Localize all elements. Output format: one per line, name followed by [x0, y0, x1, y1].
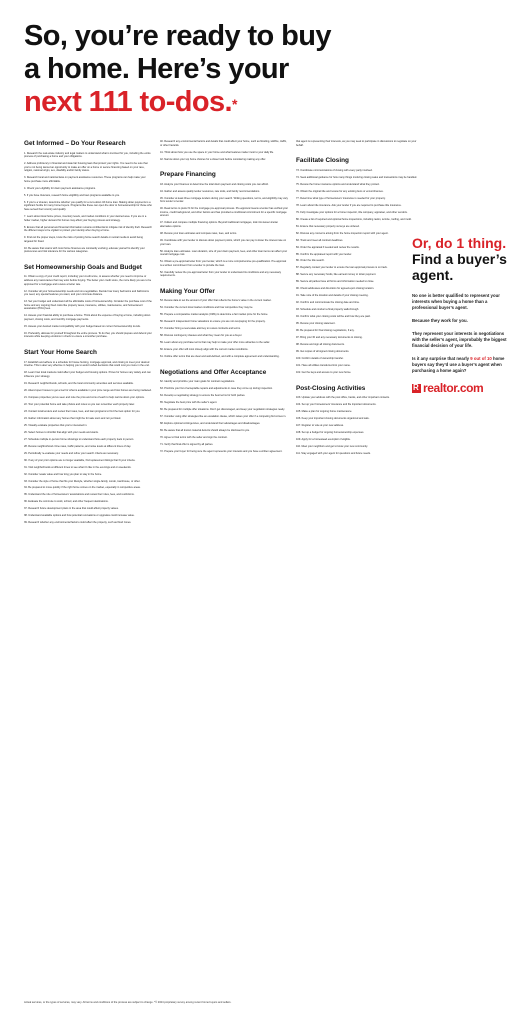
- headline: [24, 20, 506, 119]
- checklist-item: 83. Track and meet all contract deadlines.: [296, 238, 344, 242]
- footnote: Actual services, or the types of services, may vary. All terms and conditions of the process are subject to change. *© 2024 proprietary survey among recent home buyers and sellers.: [24, 1001, 232, 1004]
- section-list-financing: [160, 183, 288, 278]
- realtor-logo-text: realtor.com: [423, 381, 484, 395]
- checklist-item: 101. Have all utilities transferred into your name.: [296, 364, 351, 368]
- checklist-item: 8. Ensure that all personal and financial information remains confidential to mitigate risk of identity theft. Research the different ways to be vigilant to protect your identity when buying a home.: [24, 225, 152, 233]
- checklist-item: 93. Schedule and conduct a final property walk-through.: [296, 308, 360, 312]
- checklist-item: 36. Evaluate the commute to work, school, and other frequent destinations.: [24, 500, 109, 504]
- checklist-item: 20. Attend open houses to get a feel for what is available in your price range and how homes are being marketed.: [24, 388, 152, 392]
- checklist-item: 75. Review the home insurance options and understand what they protect.: [296, 182, 380, 186]
- checklist-item: 3. Research local and national laws on payment assistance resources. These programs can help make your home purchase more affordable.: [24, 176, 146, 183]
- headline-line-3: [24, 86, 506, 119]
- checklist-item: 95. Review your closing statement.: [296, 322, 336, 326]
- section-title-financing: Prepare Financing: [160, 171, 216, 179]
- checklist-item: 27. Schedule multiple in-person home showings to understand how each property feels in person.: [24, 437, 135, 441]
- checklist-item: 62. Identify and prioritize your main goals for contract negotiations.: [160, 380, 236, 384]
- checklist-item: 9. Find out the proper steps, know the risks of posting home search details on social media to avoid being targeted for fraud.: [24, 236, 143, 243]
- headline-line-1: So, you’re ready to buy: [24, 20, 331, 52]
- checklist-item: 77. Determine what type of homeowners’ insurance is needed for your property.: [296, 196, 386, 200]
- checklist-item: 50. Analyze loan estimates. Loan duration, size of your down payment, fees, and other loan items can affect your overall mortgage cost.: [160, 249, 288, 257]
- realtor-logo-icon: [412, 384, 421, 393]
- checklist-item: 54. Consider the current local market conditions and how competitive they may be.: [160, 306, 254, 310]
- checklist-item: 5. If you have Veterans, research home eligibility and loan programs available to you.: [24, 193, 120, 197]
- headline-line-2: a home. Here’s your: [24, 53, 289, 85]
- checklist-item: 61. Outline offer terms that are clear and well-defined, and with a complete agreement and understanding.: [160, 355, 280, 359]
- checklist-item: 109. Apply for a homestead exemption if eligible.: [296, 438, 351, 442]
- column-3: [296, 140, 424, 990]
- checklist-item: 94. Confirm what your closing costs will be and how they are paid.: [296, 315, 371, 319]
- checklist-item: 56. Research independent home valuations to ensure you are not overpaying for the property.: [160, 320, 266, 324]
- checklist-item: 16. Preferably, allocate for yourself throughout the entire process. To do that, you should prepare and defend your interests while keeping emotions in check to ensure a smoother purchase.: [24, 331, 152, 339]
- headline-red-text: next 111 to-dos.: [24, 86, 232, 118]
- checklist-item: 53. Review data to set the amount of your offer that reflects the home’s value in the current market.: [160, 299, 272, 303]
- realtor-logo[interactable]: [412, 381, 508, 395]
- checklist-item: 80. Create a list of required and optional home inspections, including radon, termite, roofing, and mold.: [296, 217, 412, 221]
- sidebar-paragraph-2: Because they work for you.: [412, 318, 468, 323]
- checklist-item: 32. Consider resale value and how long you plan to stay in the home.: [24, 472, 103, 476]
- checklist-item: 41. Think about how you use the space in your home and what features matter most to your daily life.: [160, 150, 274, 154]
- checklist-item: 91. Take note of the location and details of your closing meeting.: [296, 294, 369, 298]
- checklist-item: 71. Verify that final offer is signed by all parties.: [160, 443, 214, 447]
- checklist-item: 110. Meet your neighbors and get to know your new community.: [296, 445, 368, 449]
- checklist-item: 103. Update your address with the post office, banks, and other important contacts.: [296, 396, 390, 400]
- checklist-item: 25. Visually evaluate properties that you’re interested in.: [24, 423, 88, 427]
- checklist-item: 37. Research future development plans in the area that could affect property values.: [24, 507, 119, 511]
- checklist-item: 48. Review your loan estimates and compare rates, fees, and terms.: [160, 231, 238, 235]
- checklist-item: 1. Research the real estate industry and legal matters to understand what is involved for you, including the entire process of purchasing a home and your obligations.: [24, 151, 151, 159]
- checklist-item: 96. Be prepared for final closing negotiations, if any.: [296, 329, 355, 333]
- sidebar-p4-a: Is it any surprise that nearly: [412, 356, 471, 361]
- checklist-item: 17. Establish and adhere to a schedule for house hunting, mortgage approval, and closing to meet your desired timeline. This is also very effective in helping you to avoid rushed decisions that could cost you more in the end.: [24, 360, 150, 368]
- checklist-item: 76. Obtain the original title and review for any existing liens or encumbrances.: [296, 189, 384, 193]
- checklist-item: 79. Fully investigate your options for a home inspector, title company, appraiser, and other vendors.: [296, 210, 408, 214]
- sidebar-p4-b: home buyers say they’d use a buyer’s agent when purchasing a home again?: [412, 356, 505, 373]
- section-list-search: [24, 361, 152, 525]
- section-list-informed: [24, 152, 152, 254]
- checklist-item: 33. Consider the style of home that fits your lifestyle, whether single-family, condo, townhouse, or other.: [24, 479, 141, 483]
- checklist-item: 35. Understand the role of homeowners’ associations and review their rules, fees, and restrictions.: [24, 493, 135, 497]
- section-title-search: Start Your Home Search: [24, 349, 97, 357]
- sidebar-title: [412, 235, 508, 283]
- checklist-item: 30. If any of your prior options are no longer available, find replacement listings that fit your criteria.: [24, 458, 136, 462]
- checklist-item: 107. Register to vote at your new address.: [296, 424, 344, 428]
- checklist-item: 58. Discuss contingency clauses and what they mean for you as a buyer.: [160, 334, 243, 338]
- checklist-item: 65. Negotiate the best price with the seller’s agent.: [160, 401, 218, 405]
- section-list-negotiations: [160, 380, 288, 453]
- checklist-item: 7. Learn about local home prices, inventory levels, and market conditions in your desired area. If you are in a hotter market, higher demand for homes may affect your buying process and strategy.: [24, 214, 147, 222]
- checklist-item: 10. Be aware that scams with most home finances are constantly evolving; educate yourself to identify your preferences and risk tolerance for the various categories.: [24, 246, 145, 254]
- checklist-item: 78. Learn about title insurance. Ask your lender if you are required to purchase title insurance.: [296, 203, 402, 207]
- checklist-item: 19. Research neighborhoods, schools, and the local community amenities and services available.: [24, 381, 134, 385]
- checklist-item: 47. Collect and compare multiple financing options. Beyond traditional mortgages, look into lesser-known alternative options.: [160, 221, 279, 228]
- checklist-item: 63. Prioritize your list of acceptable repairs and adjustments in case they come up during inspection.: [160, 387, 273, 391]
- checklist-item: 99. Get copies of all signed closing documents.: [296, 350, 350, 354]
- checklist-item: 82. Discuss any concerns arising from the home inspection report with your agent.: [296, 231, 389, 235]
- checklist-item: 60. Ensure your offer will most closely align with the current market conditions.: [160, 348, 249, 352]
- section-title-informed: Get Informed – Do Your Research: [24, 140, 126, 147]
- checklist-item: 59. Learn about any purchase terms that may help to make your offer more attractive to the seller.: [160, 341, 271, 345]
- checklist-item: 70. Agree to final terms with the seller and sign the contract.: [160, 436, 228, 440]
- checklist-item: 44. Gather and assess quality lender resources, rate tools, and family recommendations.: [160, 189, 260, 193]
- checklist-item: 98. Review and sign all closing documents.: [296, 343, 345, 347]
- checklist-item: 105. Make a plan for ongoing home maintenance.: [296, 410, 353, 414]
- checklist-item: 104. Set up your homeowners’ insurance and file important documents.: [296, 403, 377, 407]
- checklist-item: 84. Order the appraisal if needed and review the results.: [296, 245, 360, 249]
- checklist-item: 45. Consider at least three mortgage lenders during your search. Writing questions, terms, and eligibility may vary from lender to lender.: [160, 196, 288, 204]
- checklist-item: 92. Confirm and communicate the closing date and time.: [296, 301, 360, 305]
- checklist-item: 22. Tour your potential home and take photos and notes so you can remember each property later.: [24, 402, 135, 406]
- section-list-post: [296, 396, 424, 455]
- checklist-item: 13. Set your budget and understand all the affordable costs of homeownership. Consider the purchase cost of the home and any ongoing fixed costs like property taxes, insurance, utilities, maintenance, and homeowners’ association (HOA) fees.: [24, 300, 152, 311]
- section-list-goals: [24, 275, 152, 339]
- checklist-item: 12. Consider all your homeownership needs and non-negotiables. Decide how many bedrooms and bathrooms you need, any special features you want, and your commute distance.: [24, 289, 149, 297]
- checklist-item: 43. Analyze your finances to determine the total down payment and closing costs you can afford.: [160, 182, 269, 186]
- column-2: [160, 140, 288, 755]
- checklist-item: 21. Compare properties you’ve seen and note the pros and cons of each to help narrow down your options.: [24, 395, 145, 399]
- checklist-item: 42. Narrow down your top home choices for a closer look before considering making any offer.: [160, 157, 266, 161]
- checklist-item: 31. Visit neighborhoods at different times to see what it’s like in the evenings and on weekends.: [24, 465, 132, 469]
- checklist-item: that agent is representing their interests, as you may seek to participate in discussions to negotiate on your behalf.: [296, 140, 417, 147]
- checklist-item: 64. Develop a negotiating strategy to ensure the best terms for both parties.: [160, 394, 246, 398]
- checklist-item: 86. Order the title search.: [296, 259, 325, 263]
- checklist-item: 72. Prepare your buyer for being sure the agent represents your interests and you have a written agreement.: [160, 450, 283, 454]
- section-title-negotiations: Negotiations and Offer Acceptance: [160, 368, 267, 376]
- checklist-item: 6. If you’re a Veteran, determine whether you qualify for a zero-down VA home loan. Making down payments is a significant hurdle for many home buyers. Programs like these can open the door to homeownership for those who have served their country and qualify.: [24, 200, 152, 211]
- checklist-item: 2. Address proficiency in financial and state fair housing laws that protect your rights. You need to be sure that you’re not being denied an opportunity to make an offer on a home or secure financing based on your race, religion, national origin, sex, disability and/or family status.: [24, 162, 148, 173]
- sidebar-title-line-2: Find a buyer’s: [412, 251, 507, 267]
- checklist-item: 81. Ensure that necessary property surveys are ordered.: [296, 224, 360, 228]
- headline-asterisk: *: [231, 96, 237, 112]
- checklist-item: 67. Consider using offer strategies like an escalation clause, which raises your offer if a competing bid comes in.: [160, 415, 287, 419]
- checklist-item: 106. Keep your important closing documents organized and safe.: [296, 417, 370, 421]
- checklist-item: 40. Research any environmental factors and details that could affect your home, such as flooding, wildfire, traffic, or other hazards.: [160, 140, 287, 147]
- checklist-item: 108. Set up a budget for ongoing homeownership expenses.: [296, 431, 365, 435]
- checklist-item: 89. Secure all parties have all forms and information needed to close.: [296, 280, 375, 284]
- section-list-research2: [160, 140, 288, 161]
- checklist-item: 34. Be prepared to move quickly if the right home comes on the market, especially in competitive areas.: [24, 486, 141, 490]
- checklist-item: 51. Obtain a pre-approval letter from your lender, which is a more comprehensive pre-qualification. Pre-approval is a written commitment from a lender to provide the loan.: [160, 260, 287, 267]
- checklist-item: 4. Check your eligibility for down payment assistance programs.: [24, 186, 96, 190]
- sidebar-title-line-1: Or, do 1 thing.: [412, 235, 507, 251]
- section-title-offer: Making Your Offer: [160, 287, 215, 295]
- checklist-item: 73. Coordinate communications of closing with every party involved.: [296, 168, 373, 172]
- column-1: [24, 140, 152, 960]
- checklist-item: 49. Coordinate with your lender to discuss down payment points, which you can pay to lower the interest rate on your loan.: [160, 238, 287, 246]
- checklist-item: 57. Consider hiring a real estate attorney to review contracts and terms.: [160, 327, 241, 331]
- sidebar-title-line-3: agent.: [412, 267, 454, 283]
- checklist-item: 97. Bring your ID and any necessary documents to closing.: [296, 336, 363, 340]
- checklist-item: 111. Stay engaged with your agent for questions and future needs.: [296, 452, 371, 456]
- sidebar-p4-highlight: 9 out of 10: [470, 356, 492, 361]
- checklist-item: 69. Be aware that all known material defects should always be disclosed to you.: [160, 429, 250, 433]
- checklist-item: 74. Seek additional guidance for how many things involving closing sales and transactions may be handled.: [296, 175, 418, 179]
- checklist-item: 88. Secure any necessary funds, like earnest money or down payment.: [296, 273, 377, 277]
- section-list-closing: [296, 169, 424, 375]
- sidebar-paragraph-4: [412, 356, 508, 374]
- checklist-item: 26. Select homes to shortlist that align with your needs and wants.: [24, 430, 99, 434]
- checklist-item: 85. Confirm the appraised report with your lender.: [296, 252, 352, 256]
- checklist-item: 38. Understand available options and how potential renovations or upgrades could increase value.: [24, 514, 135, 518]
- section-list-intro-cont: [296, 140, 424, 147]
- section-list-offer: [160, 299, 288, 358]
- sidebar-paragraph-3: They represent your interests in negotiations with the seller’s agent, improbably the biggest financial decision of your life.: [412, 331, 507, 348]
- checklist-item: 68. Explore optional contingencies, and understand their advantages and disadvantages.: [160, 422, 261, 426]
- checklist-item: 90. Check addresses and directions for agreed-upon closing location.: [296, 287, 375, 291]
- checklist-item: 23. Contact local lenders and review their rates, fees, and loan programs to find the best option for you.: [24, 409, 141, 413]
- checklist-item: 102. Get the keys and access to your new home.: [296, 371, 352, 375]
- checklist-item: 18. Learn how local markets could affect your budget and housing options. Prices for homes vary widely and can influence your strategy.: [24, 371, 151, 378]
- checklist-item: 66. Be prepared for multiple offer situations. Don’t get discouraged, and keep your negotiation strategies ready.: [160, 408, 285, 412]
- checklist-item: 52. Carefully review the pre-approval letter from your lender to understand its conditions and any necessary requirements.: [160, 270, 282, 278]
- checklist-item: 39. Research whether any environmental factors could affect the property, such as flood zones.: [24, 521, 132, 525]
- checklist-item: 28. Review neighborhood crime rates, traffic patterns, and noise levels at different times of day.: [24, 444, 132, 448]
- checklist-item: 24. Gather information about any homes that might be for sale soon and not yet listed.: [24, 416, 121, 420]
- section-title-goals: Set Homeownership Goals and Budget: [24, 263, 142, 271]
- section-title-post: Post-Closing Activities: [296, 384, 366, 392]
- checklist-item: 55. Prepare a comparative market analysis (CMA) to determine a fair market price for the home.: [160, 313, 269, 317]
- checklist-item: 15. Assess your desired market compatibility with your budget based on current homeownership trends.: [24, 324, 141, 328]
- section-title-closing: Facilitate Closing: [296, 157, 349, 165]
- buyers-agent-sidebar: [412, 235, 508, 395]
- sidebar-paragraph-1: No one is better qualified to represent your interests when buying a home than a professional buyer’s agent.: [412, 293, 500, 310]
- checklist-item: 11. Obtain a copy of your credit report, including your credit score, to assess whether you need to improve or address any inaccuracies that may exist before buying. The better your credit score, the more likely you are to be approved for a mortgage and receive a better rate.: [24, 275, 152, 286]
- checklist-item: 29. Periodically re-evaluate your needs and refine your search criteria as necessary.: [24, 451, 119, 455]
- checklist-item: 87. Regularly contact your lender to ensure the loan approval process is on track.: [296, 266, 388, 270]
- checklist-item: 100. Confirm details of ownership transfer.: [296, 357, 344, 361]
- checklist-item: 46. Read terms to prefer fit for the mortgage pre-approval process. Pre-approval means a lender has verified your income, credit background, and other factors and has provided a conditional commitment for a specific mortgage amount.: [160, 207, 288, 218]
- checklist-item: 14. Assess your financial ability to purchase a home. Think about the expense of buying a home, including down payment, closing costs, and monthly mortgage payments.: [24, 314, 151, 321]
